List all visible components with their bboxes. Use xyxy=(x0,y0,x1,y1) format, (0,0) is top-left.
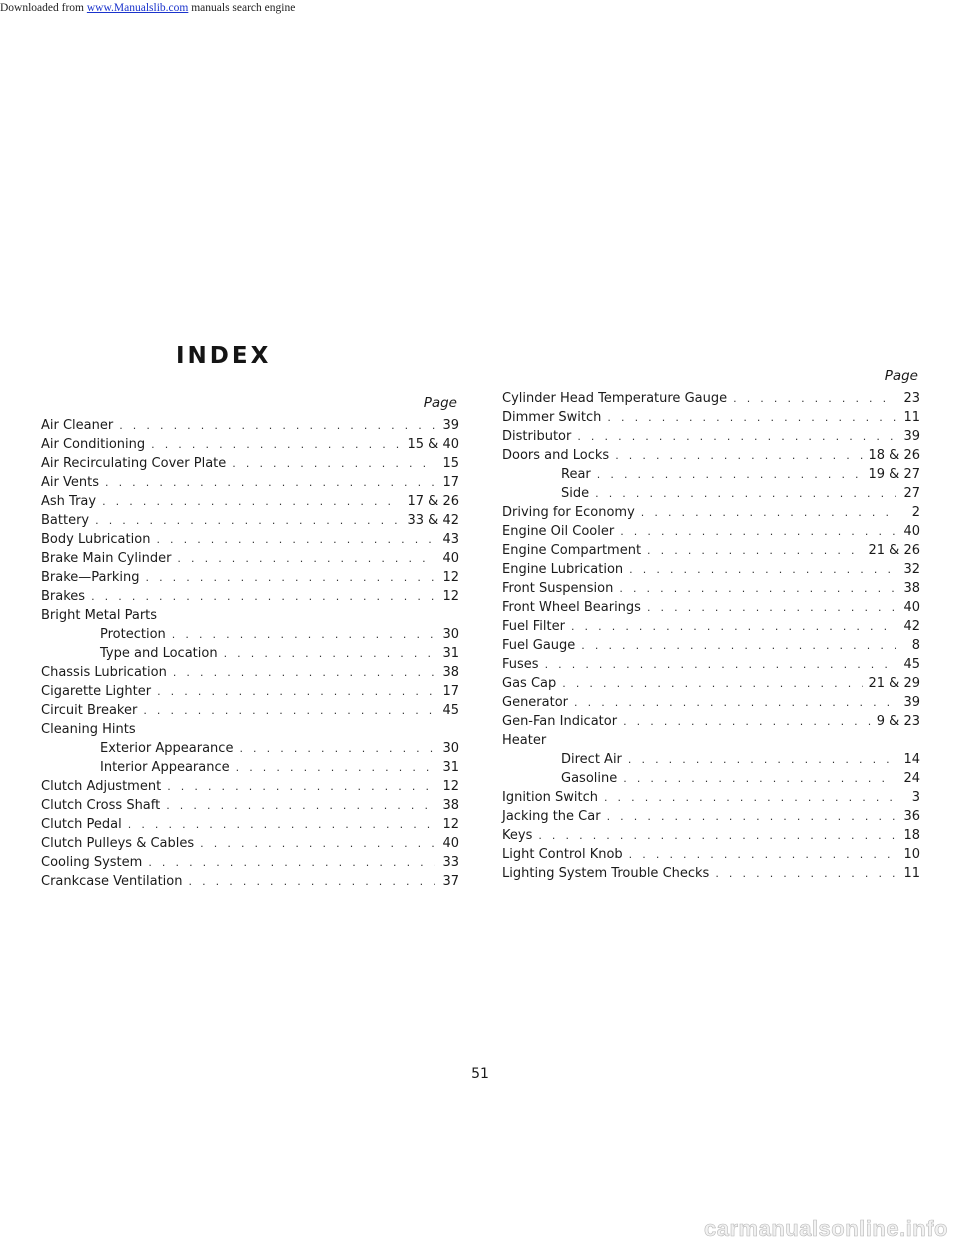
dot-leader xyxy=(628,750,896,769)
dot-leader xyxy=(188,872,435,891)
dot-leader xyxy=(562,674,862,693)
entry-term: Bright Metal Parts xyxy=(41,608,158,623)
index-entry xyxy=(502,864,920,883)
entry-term: Interior Appearance xyxy=(100,760,230,775)
index-entry xyxy=(41,587,459,606)
entry-term: Cleaning Hints xyxy=(41,722,136,737)
entry-term: Fuses xyxy=(502,657,539,672)
entry-page: 38 xyxy=(903,581,920,596)
entry-term: Type and Location xyxy=(100,646,218,661)
entry-page: 12 xyxy=(442,589,459,604)
index-entry xyxy=(502,674,920,693)
entry-page: 45 xyxy=(903,657,920,672)
dot-leader xyxy=(166,796,435,815)
entry-term: Gen-Fan Indicator xyxy=(502,714,618,729)
index-entry xyxy=(502,560,920,579)
entry-page: 43 xyxy=(442,532,459,547)
index-entry xyxy=(41,815,459,834)
index-entry xyxy=(41,492,459,511)
dot-leader xyxy=(574,693,896,712)
index-entry xyxy=(502,693,920,712)
dot-leader xyxy=(200,834,435,853)
index-title: INDEX xyxy=(176,343,272,369)
entry-term: Front Wheel Bearings xyxy=(502,600,641,615)
entry-page: 19 & 27 xyxy=(868,467,920,482)
index-entry xyxy=(502,541,920,560)
index-entry xyxy=(502,617,920,636)
index-entry xyxy=(502,446,920,465)
entry-term: Ignition Switch xyxy=(502,790,598,805)
index-group-heading xyxy=(41,720,459,739)
entry-page: 14 xyxy=(903,752,920,767)
entry-page: 12 xyxy=(442,779,459,794)
index-entry xyxy=(502,522,920,541)
banner-prefix: Downloaded from xyxy=(0,2,87,14)
index-group-heading xyxy=(41,606,459,625)
entry-term: Fuel Gauge xyxy=(502,638,576,653)
index-subentry xyxy=(41,758,459,777)
dot-leader xyxy=(156,530,435,549)
index-entry xyxy=(502,636,920,655)
entry-page: 39 xyxy=(903,429,920,444)
entry-term: Keys xyxy=(502,828,533,843)
dot-leader xyxy=(647,598,896,617)
index-entries-right xyxy=(502,389,920,883)
dot-leader xyxy=(607,408,896,427)
entry-page: 15 & 40 xyxy=(407,437,459,452)
index-entry xyxy=(502,389,920,408)
index-entry xyxy=(502,845,920,864)
entry-page: 12 xyxy=(442,817,459,832)
entry-page: 17 xyxy=(442,475,459,490)
dot-leader xyxy=(545,655,896,674)
entry-page: 33 xyxy=(442,855,459,870)
entry-page: 38 xyxy=(442,665,459,680)
dot-leader xyxy=(623,712,871,731)
entry-page: 31 xyxy=(442,646,459,661)
manualslib-link[interactable]: www.Manualslib.com xyxy=(86,2,189,14)
index-entry xyxy=(41,511,459,530)
index-entry xyxy=(41,549,459,568)
index-entry xyxy=(41,834,459,853)
dot-leader xyxy=(105,473,435,492)
entry-term: Gas Cap xyxy=(502,676,557,691)
entry-term: Fuel Filter xyxy=(502,619,565,634)
dot-leader xyxy=(236,758,435,777)
index-entry xyxy=(41,435,459,454)
index-entry xyxy=(41,454,459,473)
index-entry xyxy=(41,777,459,796)
entry-term: Gasoline xyxy=(561,771,618,786)
index-entry xyxy=(502,826,920,845)
dot-leader xyxy=(581,636,896,655)
entry-term: Cylinder Head Temperature Gauge xyxy=(502,391,728,406)
entry-page: 31 xyxy=(442,760,459,775)
entry-term: Exterior Appearance xyxy=(100,741,234,756)
index-entry xyxy=(41,416,459,435)
entry-term: Engine Compartment xyxy=(502,543,642,558)
entry-term: Cigarette Lighter xyxy=(41,684,152,699)
dot-leader xyxy=(647,541,862,560)
dot-leader xyxy=(597,465,863,484)
entry-term: Engine Lubrication xyxy=(502,562,624,577)
entry-term: Direct Air xyxy=(561,752,622,767)
entry-term: Side xyxy=(561,486,590,501)
dot-leader xyxy=(733,389,896,408)
index-subentry xyxy=(502,465,920,484)
entry-term: Clutch Cross Shaft xyxy=(41,798,161,813)
entry-page: 23 xyxy=(903,391,920,406)
entry-term: Clutch Pulleys & Cables xyxy=(41,836,195,851)
index-subentry xyxy=(502,769,920,788)
index-entry xyxy=(41,473,459,492)
entry-page: 30 xyxy=(442,741,459,756)
entry-page: 40 xyxy=(903,524,920,539)
entry-term: Cooling System xyxy=(41,855,143,870)
page-number: 51 xyxy=(471,1066,489,1082)
index-entry xyxy=(41,872,459,891)
dot-leader xyxy=(224,644,435,663)
dot-leader xyxy=(119,416,435,435)
dot-leader xyxy=(151,435,401,454)
entry-page: 45 xyxy=(442,703,459,718)
dot-leader xyxy=(577,427,896,446)
entry-page: 11 xyxy=(903,866,920,881)
entry-term: Air Vents xyxy=(41,475,99,490)
entry-term: Jacking the Car xyxy=(502,809,601,824)
download-banner xyxy=(0,0,295,16)
dot-leader xyxy=(102,492,401,511)
banner-suffix: manuals search engine xyxy=(188,2,296,14)
index-subentry xyxy=(502,484,920,503)
index-entry xyxy=(502,712,920,731)
index-entries-left xyxy=(41,416,459,891)
entry-page: 21 & 26 xyxy=(868,543,920,558)
dot-leader xyxy=(146,568,436,587)
index-entry xyxy=(502,427,920,446)
dot-leader xyxy=(571,617,896,636)
dot-leader xyxy=(595,484,896,503)
entry-page: 8 xyxy=(911,638,920,653)
entry-page: 10 xyxy=(903,847,920,862)
entry-term: Rear xyxy=(561,467,591,482)
page-column-header: Page xyxy=(423,395,457,411)
index-entry xyxy=(502,788,920,807)
entry-page: 27 xyxy=(903,486,920,501)
dot-leader xyxy=(143,701,435,720)
index-subentry xyxy=(41,644,459,663)
dot-leader xyxy=(619,579,896,598)
index-entry xyxy=(502,408,920,427)
dot-leader xyxy=(715,864,896,883)
entry-term: Heater xyxy=(502,733,547,748)
entry-term: Air Recirculating Cover Plate xyxy=(41,456,227,471)
entry-page: 32 xyxy=(903,562,920,577)
dot-leader xyxy=(148,853,435,872)
entry-page: 18 xyxy=(903,828,920,843)
dot-leader xyxy=(538,826,896,845)
entry-term: Lighting System Trouble Checks xyxy=(502,866,710,881)
entry-term: Battery xyxy=(41,513,90,528)
dot-leader xyxy=(167,777,435,796)
index-entry xyxy=(41,682,459,701)
dot-leader xyxy=(232,454,435,473)
entry-page: 40 xyxy=(442,551,459,566)
dot-leader xyxy=(620,522,896,541)
entry-page: 38 xyxy=(442,798,459,813)
entry-term: Ash Tray xyxy=(41,494,97,509)
entry-page: 11 xyxy=(903,410,920,425)
entry-term: Front Suspension xyxy=(502,581,614,596)
entry-term: Brake Main Cylinder xyxy=(41,551,172,566)
entry-term: Clutch Pedal xyxy=(41,817,122,832)
entry-term: Chassis Lubrication xyxy=(41,665,167,680)
dot-leader xyxy=(629,560,896,579)
entry-term: Dimmer Switch xyxy=(502,410,602,425)
entry-page: 12 xyxy=(442,570,459,585)
entry-page: 18 & 26 xyxy=(868,448,920,463)
dot-leader xyxy=(629,845,896,864)
dot-leader xyxy=(157,682,435,701)
entry-page: 17 & 26 xyxy=(407,494,459,509)
dot-leader xyxy=(128,815,435,834)
dot-leader xyxy=(172,625,435,644)
entry-page: 39 xyxy=(442,418,459,433)
index-subentry xyxy=(502,750,920,769)
entry-term: Circuit Breaker xyxy=(41,703,138,718)
index-entry xyxy=(502,655,920,674)
dot-leader xyxy=(607,807,896,826)
index-entry xyxy=(502,579,920,598)
entry-page: 37 xyxy=(442,874,459,889)
dot-leader xyxy=(95,511,401,530)
entry-term: Distributor xyxy=(502,429,572,444)
entry-page: 39 xyxy=(903,695,920,710)
entry-term: Air Conditioning xyxy=(41,437,146,452)
index-column-left xyxy=(41,390,459,891)
index-entry xyxy=(41,663,459,682)
index-entry xyxy=(41,530,459,549)
entry-page: 17 xyxy=(442,684,459,699)
index-entry xyxy=(502,598,920,617)
entry-page: 33 & 42 xyxy=(407,513,459,528)
index-entry xyxy=(502,503,920,522)
entry-term: Engine Oil Cooler xyxy=(502,524,615,539)
entry-page: 9 & 23 xyxy=(876,714,920,729)
entry-term: Air Cleaner xyxy=(41,418,114,433)
dot-leader xyxy=(641,503,896,522)
dot-leader xyxy=(91,587,435,606)
index-group-heading xyxy=(502,731,920,750)
entry-term: Brake—Parking xyxy=(41,570,140,585)
entry-term: Protection xyxy=(100,627,166,642)
entry-page: 2 xyxy=(911,505,920,520)
entry-term: Body Lubrication xyxy=(41,532,151,547)
index-subentry xyxy=(41,739,459,758)
index-entry xyxy=(41,568,459,587)
entry-term: Light Control Knob xyxy=(502,847,623,862)
entry-page: 40 xyxy=(442,836,459,851)
entry-term: Doors and Locks xyxy=(502,448,610,463)
page-column-header: Page xyxy=(884,368,918,384)
index-entry xyxy=(502,807,920,826)
index-column-right xyxy=(502,363,920,883)
entry-term: Clutch Adjustment xyxy=(41,779,162,794)
entry-page: 30 xyxy=(442,627,459,642)
dot-leader xyxy=(623,769,896,788)
dot-leader xyxy=(177,549,435,568)
watermark: carmanualsonline.info xyxy=(704,1216,948,1241)
entry-term: Generator xyxy=(502,695,569,710)
entry-page: 21 & 29 xyxy=(868,676,920,691)
entry-page: 24 xyxy=(903,771,920,786)
index-entry xyxy=(41,853,459,872)
index-entry xyxy=(41,796,459,815)
entry-page: 3 xyxy=(911,790,920,805)
dot-leader xyxy=(173,663,435,682)
entry-page: 42 xyxy=(903,619,920,634)
entry-term: Brakes xyxy=(41,589,86,604)
entry-page: 40 xyxy=(903,600,920,615)
entry-page: 15 xyxy=(442,456,459,471)
entry-term: Driving for Economy xyxy=(502,505,635,520)
dot-leader xyxy=(615,446,862,465)
dot-leader xyxy=(604,788,896,807)
dot-leader xyxy=(239,739,435,758)
entry-term: Crankcase Ventilation xyxy=(41,874,183,889)
index-subentry xyxy=(41,625,459,644)
entry-page: 36 xyxy=(903,809,920,824)
index-entry xyxy=(41,701,459,720)
